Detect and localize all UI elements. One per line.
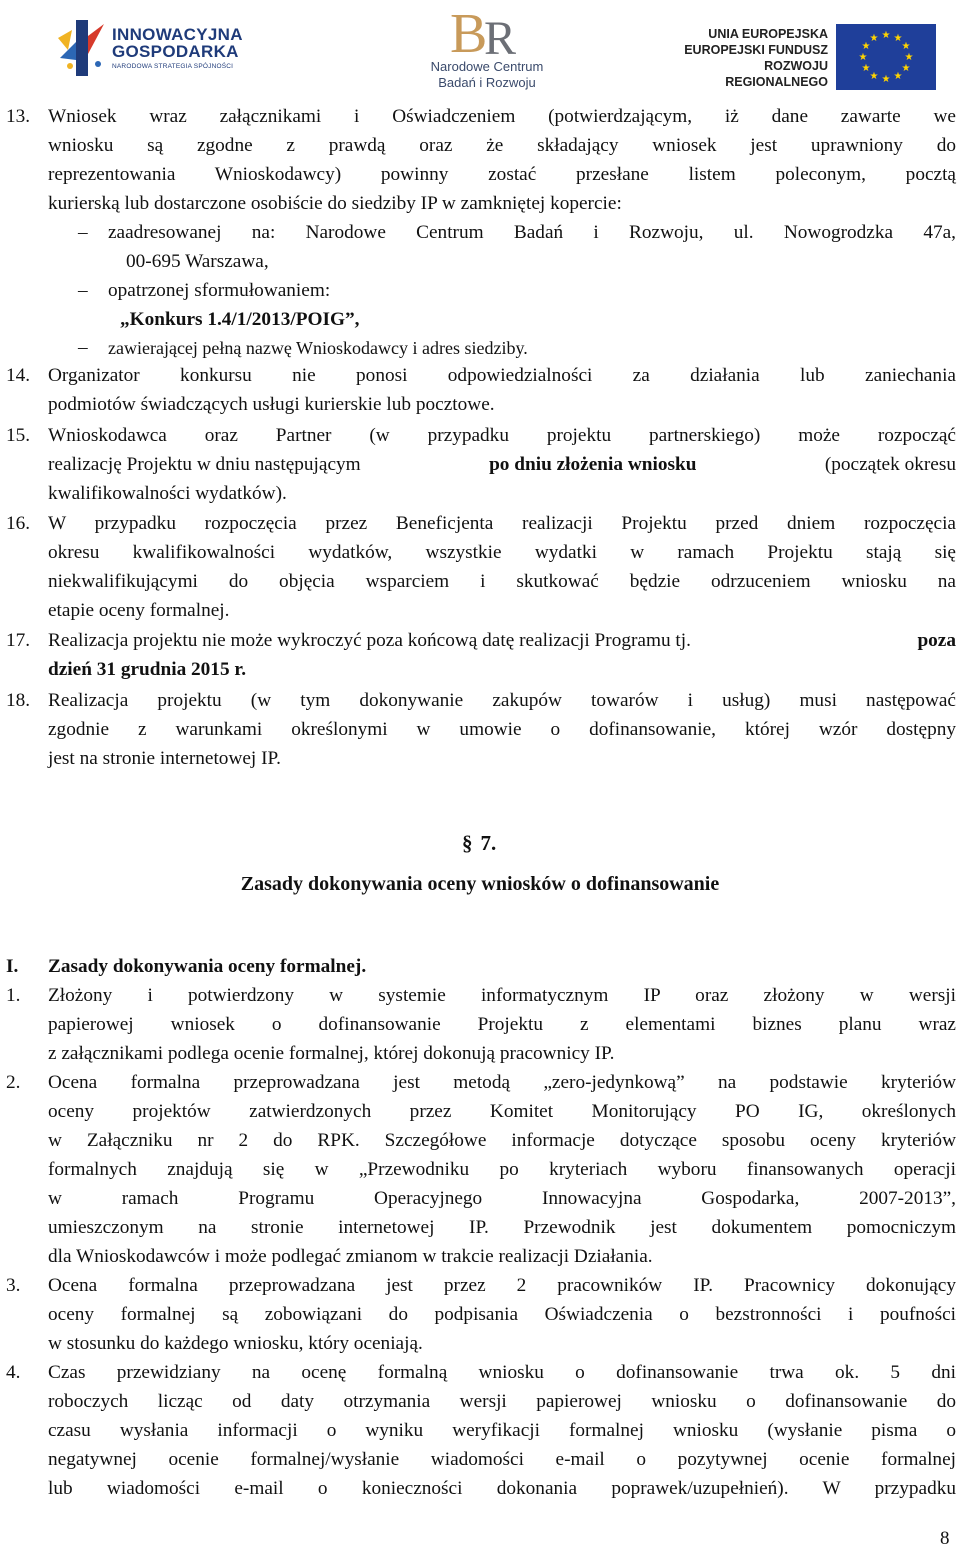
logo-center-line-1: Narodowe Centrum [430,59,544,74]
section-title: Zasady dokonywania oceny wniosków o dofinansowanie [240,873,720,895]
dash-bullet: – [78,222,88,243]
item-4-line-1: Czas przewidziany na ocenę formalną wniosku o dofinansowanie trwa ok. 5 dni [48,1362,956,1383]
svg-text:★: ★ [881,74,891,85]
item-number-18: 18. [6,690,31,711]
item-2-line-6: umieszczonym na stronie internetowej IP. Przewodnik jest dokumentem pomocniczym [48,1217,956,1238]
item-15-line-2-part-c: (początek okresu [824,454,956,475]
logo-right-line-1: UNIA EUROPEJSKA [708,27,828,41]
item-number-3: 3. [6,1275,21,1296]
item-17-line-1-text: Realizacja projektu nie może wykroczyć poza końcową datę realizacji Programu tj. [48,630,691,651]
page-number: 8 [940,1528,950,1549]
item-18-line-1: Realizacja projektu (w tym dokonywanie zakupów towarów i usług) musi następować [48,690,956,711]
logo-center-line-2: Badań i Rozwoju [438,75,536,90]
item-2-line-3: w Załączniku nr 2 do RPK. Szczegółowe informacje dotyczące sposobu oceny kryteriów [48,1130,956,1151]
item-number-4: 4. [6,1362,21,1383]
address-line: zaadresowanej na: Narodowe Centrum Badań i Rozwoju, ul. Nowogrodzka 47a, [108,222,956,243]
item-13-line-1: Wniosek wraz załącznikami i Oświadczeniem (potwierdzającym, iż dane zawarte we [48,106,956,127]
ncbr-logo [412,4,562,96]
item-17-line-1-bold: poza [917,630,956,651]
part-i-title: Zasady dokonywania oceny formalnej. [48,956,367,977]
item-4-line-3: czasu wysłania informacji o wyniku weryfikacji formalnej wniosku (wysłanie pisma o [48,1420,956,1441]
logo-left-title-1: INNOWACYJNA [112,25,243,44]
item-14-line-1: Organizator konkursu nie ponosi odpowiedzialności za działania lub zaniechania [48,365,956,386]
svg-text:★: ★ [869,33,879,44]
svg-text:★: ★ [901,41,911,52]
part-roman-numeral: I. [6,956,19,977]
item-15-line-2-part-a: realizację Projektu w dniu następującym [48,454,361,475]
contest-code: „Konkurs 1.4/1/2013/POIG”, [120,309,360,330]
item-4-line-5: lub wiadomości e-mail o konieczności dokonania poprawek/uzupełnień). W przypadku [48,1478,956,1499]
item-number-13: 13. [6,106,31,127]
item-3-line-3: w stosunku do każdego wniosku, który oceniają. [48,1333,423,1354]
svg-text:★: ★ [901,63,911,74]
section-number: 7. [480,831,497,855]
envelope-name-address: zawierającej pełną nazwę Wnioskodawcy i adres siedziby. [108,338,528,358]
svg-text:★: ★ [904,52,914,63]
item-16-line-4: etapie oceny formalnej. [48,600,230,621]
item-17-end-date: dzień 31 grudnia 2015 r. [48,659,247,680]
item-1-line-3: z załącznikami podlega ocenie formalnej, której dokonują pracownicy IP. [48,1043,615,1064]
item-2-line-1: Ocena formalna przeprowadzana jest metodą „zero-jedynkową” na podstawie kryteriów [48,1072,956,1093]
item-15-line-3: kwalifikowalności wydatków). [48,483,287,504]
item-15-line-1: Wnioskodawca oraz Partner (w przypadku projektu partnerskiego) może rozpocząć [48,425,956,446]
svg-text:★: ★ [881,30,891,41]
section-paragraph-sign: § [462,831,473,855]
item-1-line-2: papierowej wniosek o dofinansowanie Projektu z elementami biznes planu wraz [48,1014,956,1035]
logo-left-title-2: GOSPODARKA [112,42,239,61]
item-14-line-2: podmiotów świadczących usługi kurierskie lub pocztowe. [48,394,495,415]
dash-bullet: – [78,337,88,358]
svg-text:★: ★ [893,33,903,44]
item-18-line-2: zgodnie z warunkami określonymi w umowie o dofinansowanie, której wzór dostępny [48,719,956,740]
envelope-wording-label: opatrzonej sformułowaniem: [108,280,331,301]
item-17-line-1 [48,628,956,654]
item-13-line-2: wniosku są zgodne z prawdą oraz że składający wniosek jest uprawniony do [48,135,956,156]
item-2-line-5: w ramach Programu Operacyjnego Innowacyjna Gospodarka, 2007-2013”, [48,1188,956,1209]
item-13-line-3: reprezentowania Wnioskodawcy) powinny zostać przesłane listem poleconym, pocztą [48,164,956,185]
svg-text:★: ★ [861,63,871,74]
innowacyjna-gospodarka-emblem [58,20,106,76]
page-header [0,0,960,100]
item-1-line-1: Złożony i potwierdzony w systemie informatycznym IP oraz złożony w wersji [48,985,956,1006]
item-number-2: 2. [6,1072,21,1093]
item-4-line-4: negatywnej ocenie formalnej/wysłanie wiadomości e-mail o pozytywnej ocenie formalnej [48,1449,956,1470]
item-2-line-2: oceny projektów zatwierdzonych przez Komitet Monitorujący PO IG, określonych [48,1101,956,1122]
item-number-16: 16. [6,513,31,534]
logo-left-subtitle: NARODOWA STRATEGIA SPÓJNOŚCI [112,63,234,70]
item-2-line-4: formalnych znajdują się w „Przewodniku po kryteriach wyboru finansowanych operacji [48,1159,956,1180]
svg-text:B: B [450,4,488,60]
svg-text:R: R [484,12,517,60]
item-15-line-2-bold: po dniu złożenia wniosku [489,454,697,475]
item-4-line-2: roboczych licząc od daty otrzymania wersji papierowej wniosku o dofinansowanie do [48,1391,956,1412]
item-number-15: 15. [6,425,31,446]
item-16-line-1: W przypadku rozpoczęcia przez Beneficjenta realizacji Projektu przed dniem rozpoczęcia [48,513,956,534]
innowacyjna-gospodarka-logo [58,20,248,80]
eu-flag-icon [836,24,936,90]
item-3-line-2: oceny formalnej są zobowiązani do podpisania Oświadczenia o bezstronności i poufności [48,1304,956,1325]
item-16-line-3: niekwalifikującymi do objęcia wsparciem i skutkować będzie odrzuceniem wniosku na [48,571,956,592]
item-13-line-4: kurierską lub dostarczone osobiście do siedziby IP w zamkniętej kopercie: [48,193,622,214]
eu-logo [676,20,958,89]
item-number-17: 17. [6,630,31,651]
dash-bullet: – [78,280,88,301]
item-number-1: 1. [6,985,21,1006]
address-city: 00-695 Warszawa, [126,251,269,272]
item-2-line-7: dla Wnioskodawców i może podlegać zmianom w trakcie realizacji Działania. [48,1246,653,1267]
section-symbol [462,830,496,856]
logo-right-line-3: ROZWOJU REGIONALNEGO [725,59,828,89]
item-18-line-3: jest na stronie internetowej IP. [48,748,281,769]
ncbr-br-monogram [412,4,562,60]
svg-text:★: ★ [893,71,903,82]
item-number-14: 14. [6,365,31,386]
logo-right-line-2: EUROPEJSKI FUNDUSZ [684,43,828,57]
svg-text:★: ★ [858,52,868,63]
svg-text:★: ★ [869,71,879,82]
svg-text:★: ★ [861,41,871,52]
item-15-line-2 [48,452,956,478]
item-3-line-1: Ocena formalna przeprowadzana jest przez 2 pracowników IP. Pracownicy dokonujący [48,1275,956,1296]
item-16-line-2: okresu kwalifikowalności wydatków, wszystkie wydatki w ramach Projektu stają się [48,542,956,563]
